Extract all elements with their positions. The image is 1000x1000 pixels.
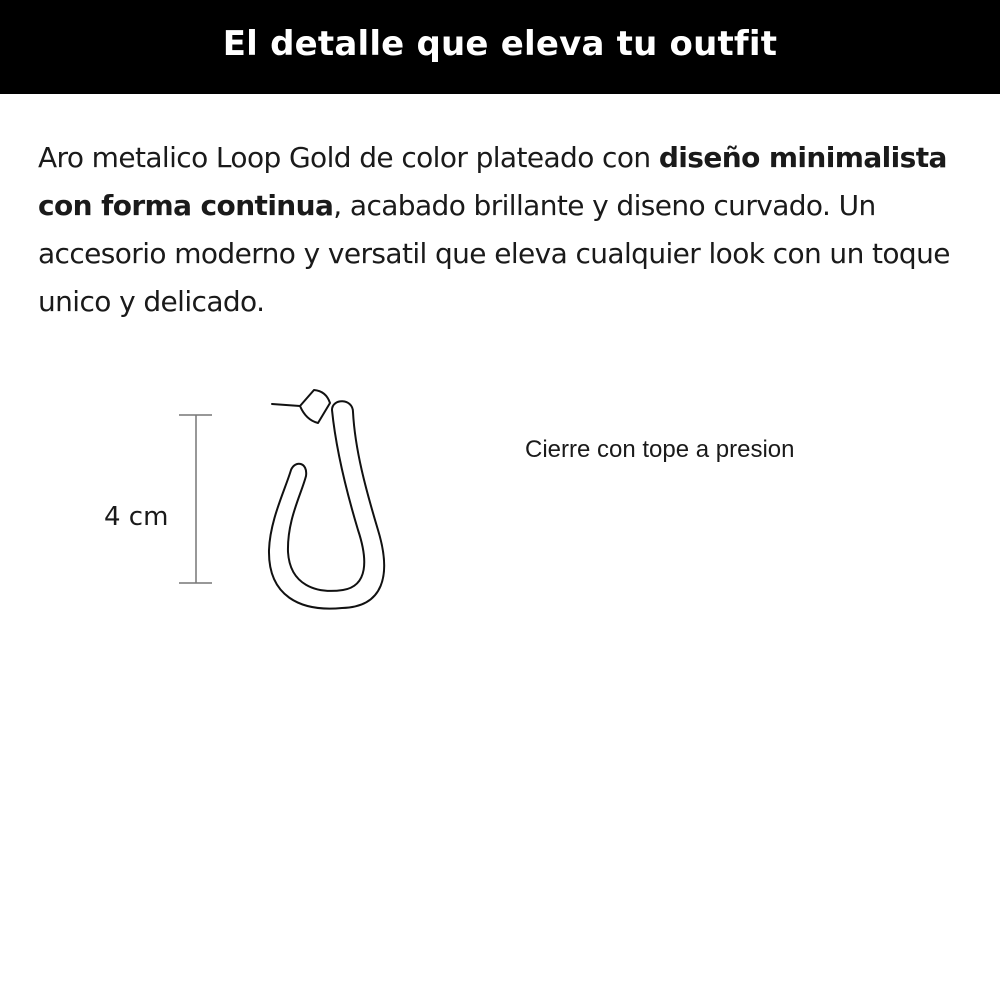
page-title: El detalle que eleva tu outfit	[222, 24, 778, 64]
loop-earring-icon	[269, 390, 384, 609]
description-highlight: diseño minimalista con forma continua	[38, 141, 947, 222]
description-text-end: , acabado brillante y diseno curvado. Un accesorio moderno y versatil que eleva cualquier look con un toque unico y delicado.	[38, 189, 950, 318]
height-measure-bracket	[179, 415, 212, 583]
clasp-label: Cierre con tope a presion	[525, 436, 795, 463]
size-label: 4 cm	[104, 502, 169, 532]
description-text-start: Aro metalico Loop Gold de color plateado con	[38, 141, 659, 174]
